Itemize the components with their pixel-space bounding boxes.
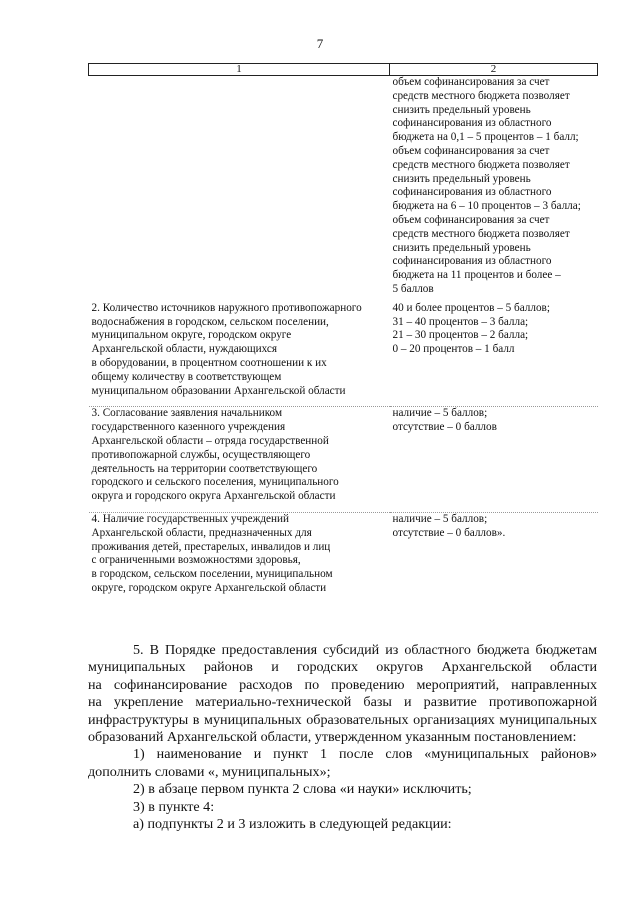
paragraph-line: на софинансирование расходов по проведению мероприятий, направленных [88, 676, 597, 693]
table-row [89, 407, 598, 513]
cell-line: 40 и более процентов – 5 баллов; [392, 301, 550, 314]
cell-line: деятельность на территории соответствующего [91, 462, 318, 475]
cell-line: наличие – 5 баллов; [392, 512, 488, 525]
column-header-1: 1 [89, 64, 390, 76]
paragraph-line: 5. В Порядке предоставления субсидий из областного бюджета бюджетам [133, 642, 597, 658]
column-header-2: 2 [390, 64, 598, 76]
criteria-table [88, 63, 598, 604]
cell-line: Архангельской области – отряда государственной [91, 434, 329, 447]
cell-line: муниципальном образовании Архангельской области [91, 384, 346, 397]
cell-line: с ограниченными возможностями здоровья, [91, 554, 301, 567]
cell-line: отсутствие – 0 баллов [392, 421, 497, 434]
score-cell [390, 407, 598, 513]
cell-line: софинансирования из областного [392, 186, 552, 199]
cell-line: снизить предельный уровень [392, 103, 531, 116]
paragraph-line: муниципальных районов и городских округов Архангельской области [88, 659, 597, 676]
cell-line: объем софинансирования за счет [392, 213, 550, 226]
cell-line: в городском, сельском поселении, муниципальном [91, 568, 333, 581]
paragraph-5 [88, 642, 597, 746]
table-row [89, 302, 598, 407]
cell-line: 2. Количество источников наружного противопожарного [91, 301, 362, 314]
table-header-row [89, 64, 598, 76]
cell-line: муниципальном округе, городском округе [91, 329, 292, 342]
cell-line: 3. Согласование заявления начальником [91, 407, 283, 420]
table-row [89, 512, 598, 603]
cell-line: городского и сельского поселения, муниципального [91, 476, 339, 489]
cell-line: 31 – 40 процентов – 3 балла; [392, 315, 529, 328]
cell-line: объем софинансирования за счет [392, 144, 550, 157]
cell-line: средств местного бюджета позволяет [392, 158, 570, 171]
criteria-table-body [89, 76, 598, 604]
cell-line: наличие – 5 баллов; [392, 407, 488, 420]
cell-line: снизить предельный уровень [392, 241, 531, 254]
cell-line: противопожарной службы, осуществляющего [91, 448, 311, 461]
cell-line: округа и городского округа Архангельской области [91, 490, 336, 503]
paragraph-line: инфраструктуры в муниципальных образовательных организациях муниципальных [88, 711, 597, 728]
cell-line: софинансирования из областного [392, 255, 552, 268]
score-cell [390, 76, 598, 302]
paragraph-line: на укрепление материально-технической базы и развитие противопожарной [88, 694, 597, 711]
cell-line: водоснабжения в городском, сельском поселении, [91, 315, 329, 328]
cell-line: Архангельской области, нуждающихся [91, 343, 278, 356]
criterion-cell [89, 407, 390, 513]
cell-line: 0 – 20 процентов – 1 балл [392, 343, 515, 356]
score-cell [390, 302, 598, 407]
criterion-cell [89, 512, 390, 603]
paragraph-line: образований Архангельской области, утвержденном указанным постановлением: [88, 729, 577, 746]
cell-line: в оборудовании, в процентном соотношении к их [91, 356, 327, 369]
item-1-line-1: 1) наименование и пункт 1 после слов «муниципальных районов» [133, 746, 597, 763]
cell-line: бюджета на 6 – 10 процентов – 3 балла; [392, 200, 581, 213]
score-cell [390, 512, 598, 603]
cell-line: средств местного бюджета позволяет [392, 227, 570, 240]
cell-line: бюджета на 11 процентов и более – [392, 269, 561, 282]
cell-line: отсутствие – 0 баллов». [392, 526, 506, 539]
item-3: 3) в пункте 4: [133, 798, 215, 815]
table-row [89, 76, 598, 302]
item-1 [88, 746, 597, 781]
cell-line: проживания детей, престарелых, инвалидов и лиц [91, 540, 331, 553]
cell-line: снизить предельный уровень [392, 172, 531, 185]
cell-line: 21 – 30 процентов – 2 балла; [392, 329, 529, 342]
criterion-cell [89, 302, 390, 407]
item-4: а) подпункты 2 и 3 изложить в следующей редакции: [133, 816, 452, 833]
cell-line: 5 баллов [392, 282, 434, 295]
item-2: 2) в абзаце первом пункта 2 слова «и науки» исключить; [133, 781, 472, 798]
item-1-line-2: дополнить словами «, муниципальных»; [88, 763, 331, 780]
cell-line: округе, городском округе Архангельской области [91, 581, 327, 594]
cell-line: объем софинансирования за счет [392, 76, 550, 88]
cell-line: софинансирования из областного [392, 117, 552, 130]
cell-line: общему количеству в соответствующем [91, 370, 282, 383]
cell-line: Архангельской области, предназначенных для [91, 526, 312, 539]
body-text [88, 642, 597, 833]
cell-line: бюджета на 0,1 – 5 процентов – 1 балл; [392, 131, 579, 144]
criterion-cell [89, 76, 390, 302]
page-number: 7 [316, 36, 324, 51]
cell-line: государственного казенного учреждения [91, 421, 286, 434]
cell-line: 4. Наличие государственных учреждений [91, 512, 289, 525]
cell-line: средств местного бюджета позволяет [392, 89, 570, 102]
